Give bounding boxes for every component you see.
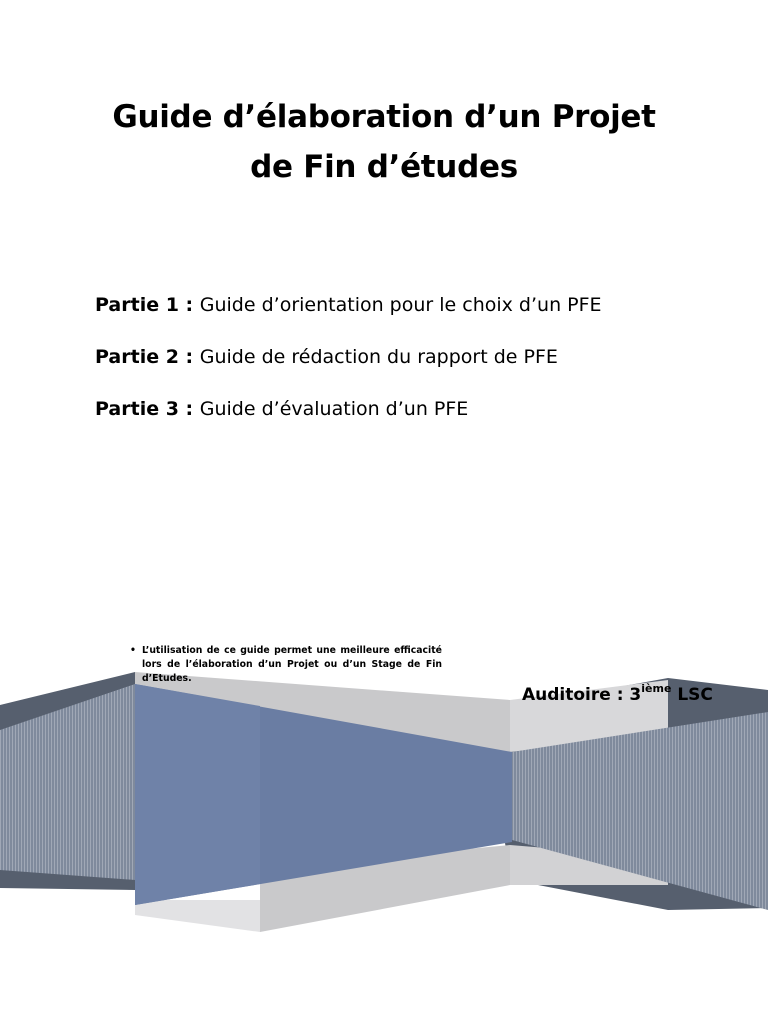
auditoire-suffix: LSC bbox=[671, 685, 713, 705]
part-1-label: Partie 1 bbox=[95, 294, 179, 316]
part-1-text: Guide d’orientation pour le choix d’un PFE bbox=[199, 294, 602, 316]
part-2-separator: : bbox=[178, 346, 200, 368]
part-1-separator: : bbox=[178, 294, 200, 316]
part-3-text: Guide d’évaluation d’un PFE bbox=[199, 398, 469, 420]
guide-note bbox=[130, 644, 442, 686]
part-3-label: Partie 3 bbox=[95, 398, 179, 420]
title-line-2: de Fin d’études bbox=[250, 149, 518, 185]
note-text: L’utilisation de ce guide permet une meilleure efficacité lors de l’élaboration d’un Projet ou d’un Stage de Fin d’Etudes. bbox=[142, 645, 442, 684]
auditoire-superscript: ième bbox=[641, 682, 672, 695]
gray-block-bottom bbox=[135, 900, 260, 932]
part-2-text: Guide de rédaction du rapport de PFE bbox=[199, 346, 558, 368]
bullet-icon: • bbox=[130, 645, 136, 656]
auditoire-text: Auditoire : 3 bbox=[522, 685, 642, 705]
blue-panel-shade bbox=[135, 684, 260, 905]
auditoire-label bbox=[522, 682, 713, 705]
part-3-separator: : bbox=[178, 398, 200, 420]
part-2-label: Partie 2 bbox=[95, 346, 179, 368]
title-line-1: Guide d’élaboration d’un Projet bbox=[112, 99, 656, 135]
